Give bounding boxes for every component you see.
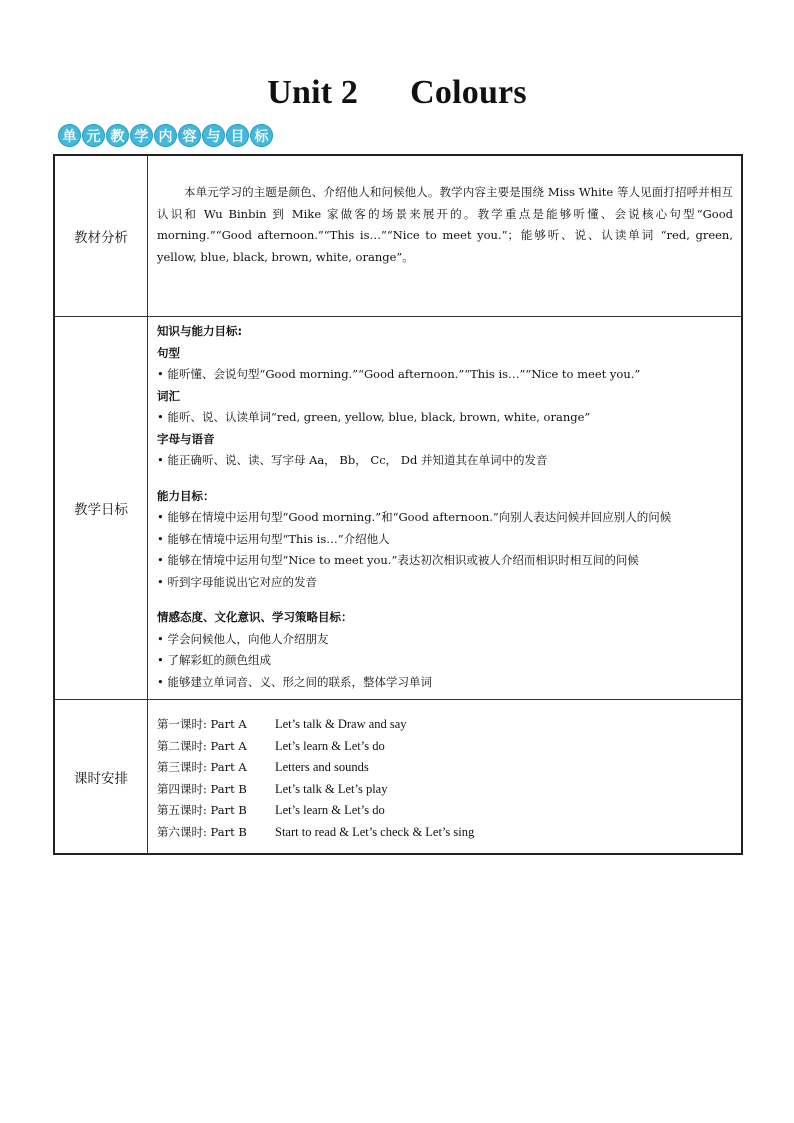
- emotion-heading: 情感态度、文化意识、学习策略目标：: [157, 610, 353, 624]
- vocab-heading: 词汇: [157, 388, 180, 403]
- banner-char: 单: [58, 124, 81, 147]
- unit-plan-table: [53, 154, 743, 855]
- list-item: • 能正确听、说、读、写字母 Aa， Bb， Cc， Dd 并知道其在单词中的发音: [157, 450, 733, 472]
- lesson-row: [157, 736, 733, 758]
- list-item: • 能够在情境中运用句型“Nice to meet you.”表达初次相识或被人介绍而相识时相互间的问候: [157, 550, 733, 572]
- lesson-content: Let’s learn & Let’s do: [275, 803, 385, 817]
- ability-heading: 能力目标：: [157, 488, 215, 503]
- lesson-content: Let’s talk & Draw and say: [275, 717, 407, 731]
- knowledge-heading: 知识与能力目标:: [157, 324, 243, 338]
- list-item: • 了解彩虹的颜色组成: [157, 650, 733, 672]
- lesson-number: 第五课时: Part B: [157, 803, 247, 817]
- lesson-row: [157, 779, 733, 801]
- list-item: • 能够在情境中运用句型“This is…”介绍他人: [157, 529, 733, 551]
- schedule-cell: [148, 700, 743, 855]
- banner-char: 学: [130, 124, 153, 147]
- lesson-row: [157, 800, 733, 822]
- banner-char: 教: [106, 124, 129, 147]
- banner-char: 目: [226, 124, 249, 147]
- lesson-row: [157, 822, 733, 844]
- analysis-text: 本单元学习的主题是颜色、介绍他人和问候他人。教学内容主要是围绕 Miss White 等人见面打招呼并相互认识和 Wu Binbin 到 Mike 家做客的场景来展开的。教学重点是能够听懂、会说核心句型“Good morning.”“Good afternoon.”“This is…”“Nice to meet you.”；能够听、说、认读单词 “red, green, yellow, blue, black, brown, white, orange”。: [157, 185, 733, 264]
- row-label-analysis: 教材分析: [54, 155, 148, 317]
- row-label-goals: 教学日标: [54, 317, 148, 700]
- row-label-schedule: 课时安排: [54, 700, 148, 855]
- lesson-number: 第一课时: Part A: [157, 717, 247, 731]
- table-row: [54, 155, 742, 317]
- banner-char: 容: [178, 124, 201, 147]
- lesson-number: 第二课时: Part A: [157, 738, 247, 753]
- unit-number: Unit 2: [267, 74, 359, 111]
- list-item: • 能听、说、认读单词“red, green, yellow, blue, black, brown, white, orange”: [157, 407, 733, 429]
- page-title: [0, 74, 794, 112]
- table-row: [54, 700, 742, 855]
- table-row: [54, 317, 742, 700]
- sentence-heading: 句型: [157, 345, 180, 360]
- lesson-number: 第三课时: Part A: [157, 760, 247, 774]
- lesson-number: 第六课时: Part B: [157, 824, 247, 839]
- lesson-row: [157, 757, 733, 779]
- banner-char: 标: [250, 124, 273, 147]
- lesson-number: 第四课时: Part B: [157, 781, 247, 796]
- lesson-content: Let’s talk & Let’s play: [275, 781, 388, 796]
- analysis-cell: [148, 155, 743, 317]
- lesson-content: Start to read & Let’s check & Let’s sing: [275, 824, 475, 839]
- letters-heading: 字母与语音: [157, 431, 215, 446]
- list-item: • 听到字母能说出它对应的发音: [157, 572, 733, 594]
- list-item: • 能听懂、会说句型“Good morning.”“Good afternoon.”“This is…”“Nice to meet you.”: [157, 364, 733, 386]
- lesson-content: Letters and sounds: [275, 760, 369, 774]
- goals-cell: [148, 317, 743, 700]
- list-item: • 能够建立单词音、义、形之间的联系，整体学习单词: [157, 672, 733, 694]
- banner-char: 元: [82, 124, 105, 147]
- banner-char: 内: [154, 124, 177, 147]
- lesson-content: Let’s learn & Let’s do: [275, 738, 385, 753]
- banner-char: 与: [202, 124, 225, 147]
- section-banner: [58, 124, 274, 150]
- unit-name: Colours: [410, 74, 527, 111]
- list-item: • 能够在情境中运用句型“Good morning.”和“Good afternoon.”向别人表达问候并回应别人的问候: [157, 507, 733, 529]
- list-item: • 学会问候他人，向他人介绍朋友: [157, 629, 733, 651]
- lesson-row: [157, 714, 733, 736]
